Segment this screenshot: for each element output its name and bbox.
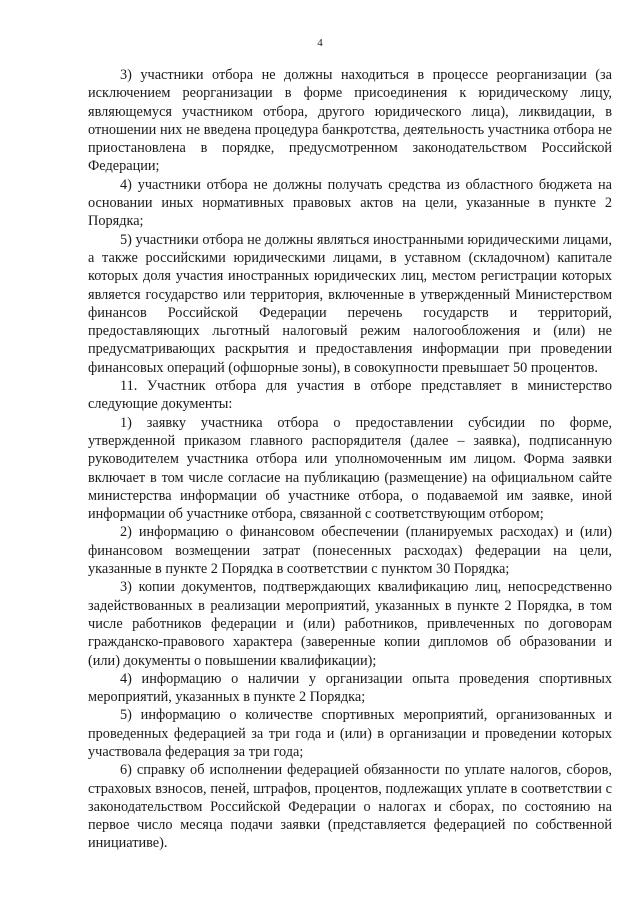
paragraph-item-4: 4) участники отбора не должны получать средства из областного бюджета на основании иных нормативных правовых актов на цели, указанные в пункте 2 Порядка;: [88, 176, 612, 230]
paragraph-doc-3: 3) копии документов, подтверждающих квалификацию лиц, непосредственно задействованных в реализации мероприятий, указанных в пункте 2 Порядка, в том числе работников федерации и (или) работников, привлеченных по договорам гражданско-правового характера (заверенные копии дипломов об образовании и (или) документы о повышении квалификации);: [88, 579, 612, 669]
paragraph-item-3: 3) участники отбора не должны находиться в процессе реорганизации (за исключением реорганизации в форме присоединения к юридическому лицу, являющемуся участником отбора, другого юридического лица), ликвидации, в отношении них не введена процедура банкротства, деятельность участника отбора не приостановлена в порядке, предусмотренном законодательством Российской Федерации;: [88, 67, 612, 175]
paragraph-doc-5: 5) информацию о количестве спортивных мероприятий, организованных и проведенных федерацией за три года и (или) в организации и проведении которых участвовала федерация за три года;: [88, 707, 612, 760]
page-number: 4: [317, 37, 323, 49]
paragraph-doc-2: 2) информацию о финансовом обеспечении (планируемых расходах) и (или) финансовом возмещении затрат (понесенных расходах) федерации на цели, указанные в пункте 2 Порядка в соответствии с пунктом 30 Порядка;: [88, 524, 612, 578]
paragraph-item-5: 5) участники отбора не должны являться иностранными юридическими лицами, а также российскими юридическими лицами, в уставном (складочном) капитале которых доля участия иностранных юридических лиц, местом регистрации которых является государство или территория, включенные в утвержденный Министерством финансов Российской Федерации перечень государств и территорий, предоставляющих льготный налоговый режим налогообложения и (или) не предусматривающих раскрытия и предоставления информации при проведении финансовых операций (офшорные зоны), в совокупности превышает 50 процентов.: [88, 231, 612, 376]
paragraph-doc-6: 6) справку об исполнении федерацией обязанности по уплате налогов, сборов, страховых взносов, пеней, штрафов, процентов, подлежащих уплате в соответствии с законодательством Российской Федерации о налогах и сборах, по состоянию на первое число месяца подачи заявки (представляется федерацией по собственной инициативе).: [88, 762, 612, 852]
document-body: [88, 66, 612, 853]
paragraph-clause-11: 11. Участник отбора для участия в отборе представляет в министерство следующие документы:: [88, 378, 612, 413]
paragraph-doc-4: 4) информацию о наличии у организации опыта проведения спортивных мероприятий, указанных в пункте 2 Порядка;: [88, 670, 612, 706]
paragraph-doc-1: 1) заявку участника отбора о предоставлении субсидии по форме, утвержденной приказом главного распорядителя (далее – заявка), подписанную руководителем участника отбора или уполномоченным им лицом. Форма заявки включает в том числе согласие на публикацию (размещение) на официальном сайте министерства информации об участнике отбора, о подаваемой им заявке, иной информации об участнике отбора, связанной с соответствующим отбором;: [88, 414, 612, 523]
